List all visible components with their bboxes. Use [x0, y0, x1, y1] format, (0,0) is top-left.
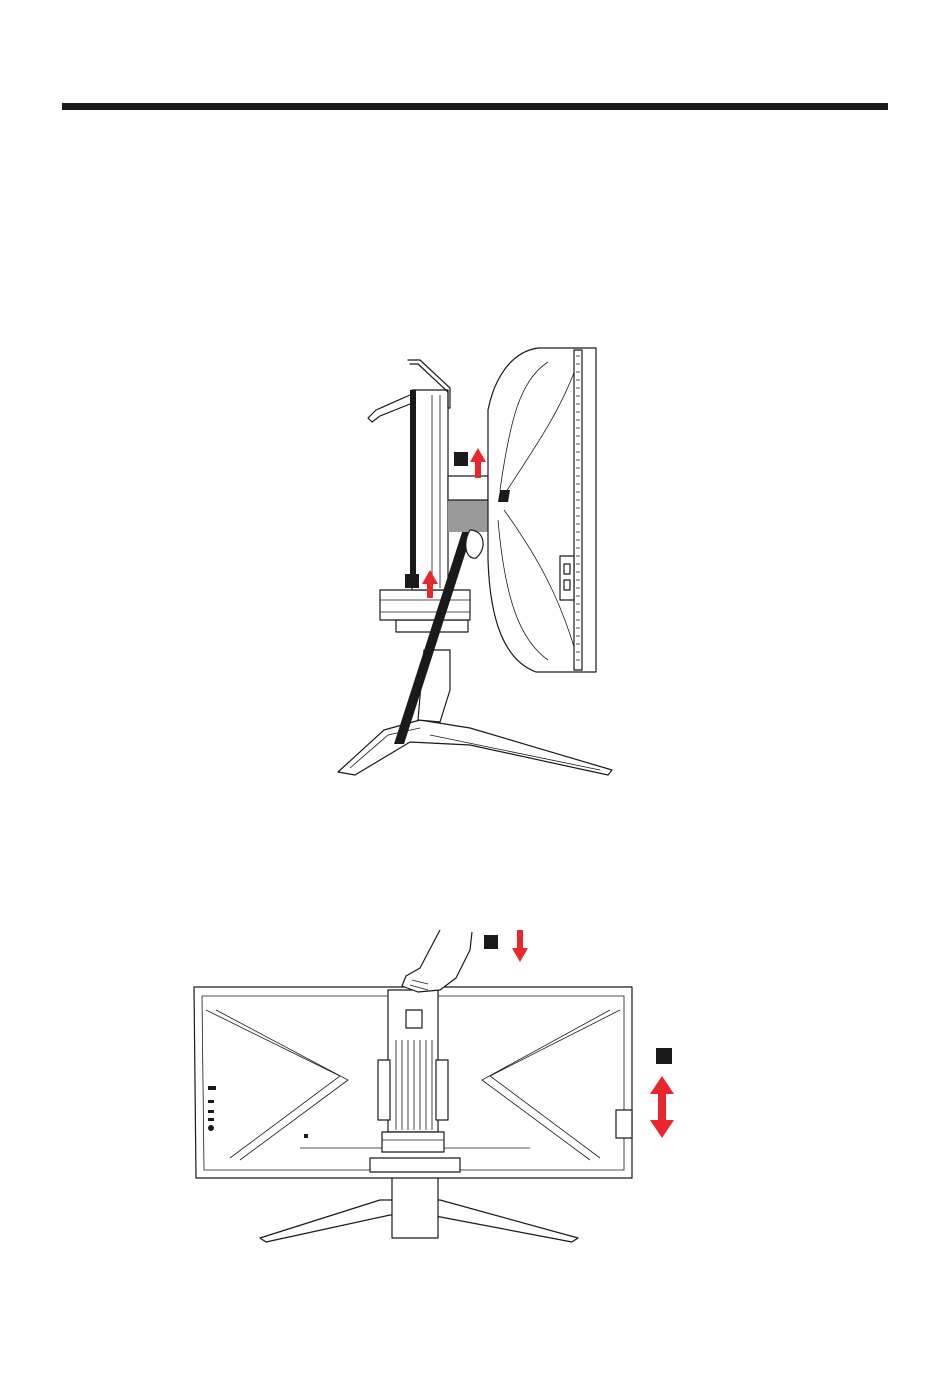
side-view-illustration — [338, 348, 612, 775]
stand-base — [338, 720, 612, 775]
side-ports — [560, 556, 574, 600]
mount-bracket — [448, 500, 488, 532]
hook-bar — [410, 390, 416, 585]
hook-step-marker — [405, 574, 419, 588]
up-arrow-icon — [470, 448, 486, 478]
step-marker-1 — [454, 452, 468, 466]
stand-column — [412, 390, 448, 590]
stand-collar — [380, 590, 470, 620]
monitor-vent — [574, 350, 582, 670]
